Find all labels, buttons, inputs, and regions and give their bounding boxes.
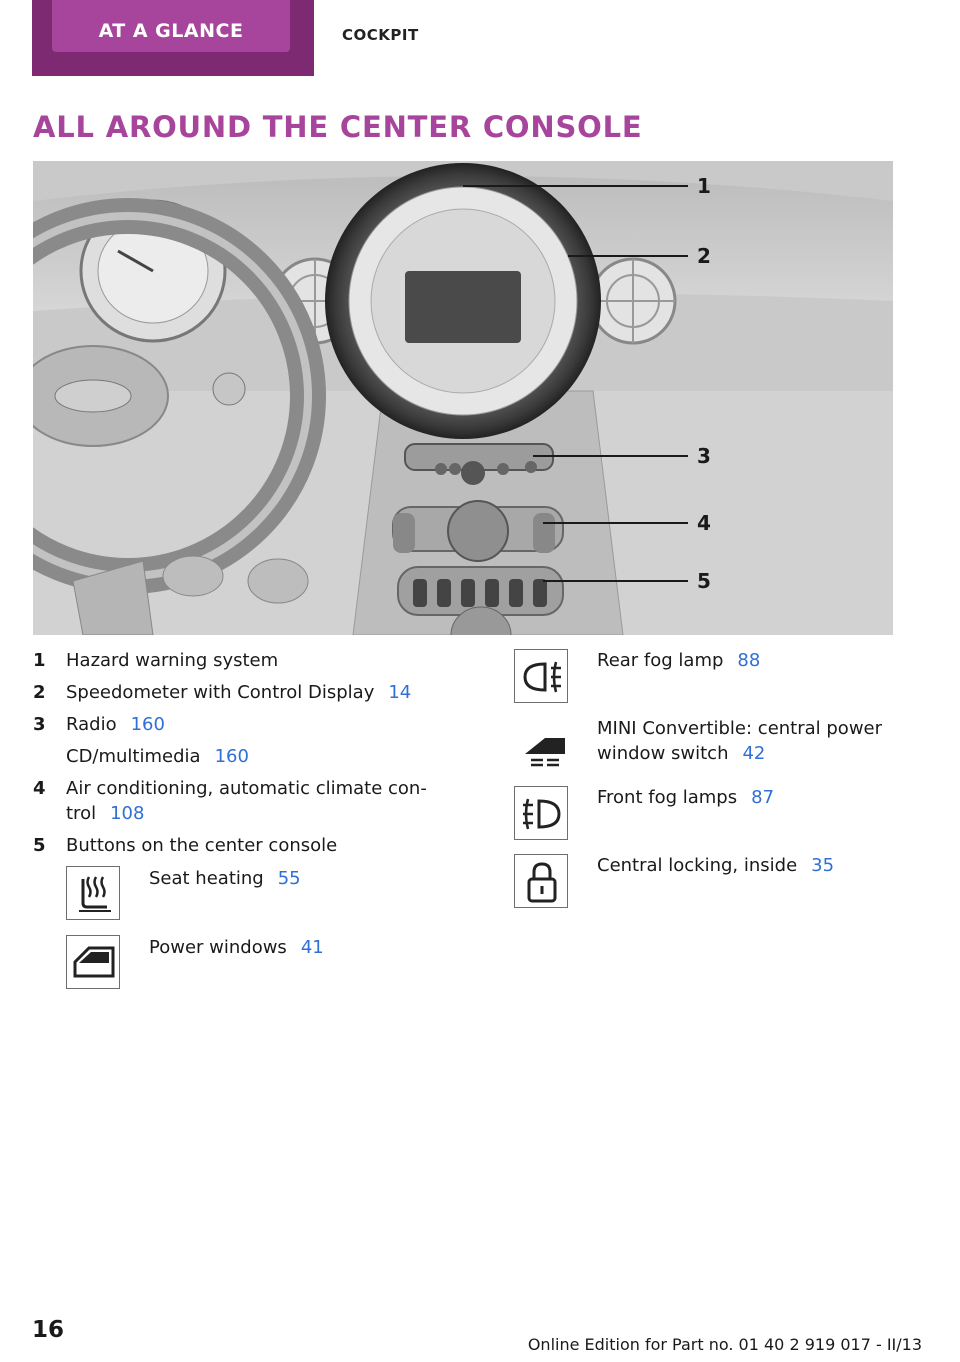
- page-reference-link[interactable]: 42: [742, 743, 766, 764]
- page-reference-link[interactable]: 87: [751, 787, 775, 808]
- item-text: Buttons on the center console: [66, 835, 338, 856]
- rear-fog-lamp-label: Rear fog lamp: [597, 650, 724, 671]
- front-fog-lamps-item: [597, 785, 774, 810]
- rear-fog-lamp-icon: [514, 649, 568, 703]
- seat-heating-item: [149, 866, 301, 891]
- component-list: [33, 648, 473, 856]
- page-reference-link[interactable]: 55: [277, 868, 301, 889]
- central-locking-item: [597, 853, 834, 878]
- item-number: 1: [33, 650, 46, 671]
- item-text: CD/multimedia: [66, 746, 201, 767]
- rear-fog-lamp-item: [597, 648, 760, 673]
- central-window-switch-item: [597, 716, 882, 766]
- power-windows-label: Power windows: [149, 937, 287, 958]
- edition-text: Online Edition for Part no. 01 40 2 919 017 - II/13: [527, 1335, 922, 1354]
- item-text: Speedometer with Control Display: [66, 682, 375, 703]
- callout-3: 3: [697, 444, 711, 468]
- edition-footer: [528, 1335, 922, 1354]
- item-text: Hazard warning system: [66, 650, 279, 671]
- callout-5: 5: [697, 569, 711, 593]
- item-number: 3: [33, 714, 46, 735]
- seat-heating-icon: [66, 866, 120, 920]
- page-reference-link[interactable]: 108: [110, 803, 145, 824]
- callout-1: 1: [697, 174, 711, 198]
- item-number: 2: [33, 682, 46, 703]
- power-windows-item: [149, 935, 324, 960]
- item-text: Radio: [66, 714, 117, 735]
- item-number: 4: [33, 778, 46, 799]
- seat-heating-label: Seat heating: [149, 868, 264, 889]
- page-reference-link[interactable]: 35: [811, 855, 835, 876]
- power-window-icon: [66, 935, 120, 989]
- central-window-switch-line1: MINI Convertible: central power: [597, 718, 883, 739]
- central-window-switch-line2: window switch: [597, 743, 729, 764]
- front-fog-lamps-label: Front fog lamps: [597, 787, 738, 808]
- lock-icon: [514, 854, 568, 908]
- cockpit-illustration: [33, 161, 893, 635]
- cockpit-drawing: [33, 161, 893, 635]
- item-text: Air conditioning, automatic climate con-: [66, 778, 427, 799]
- page-number: 16: [32, 1317, 65, 1343]
- central-window-switch-icon: [514, 717, 568, 771]
- page-reference-link[interactable]: 160: [130, 714, 165, 735]
- item-number: 5: [33, 835, 46, 856]
- callout-4: 4: [697, 511, 711, 535]
- page-reference-link[interactable]: 41: [300, 937, 324, 958]
- chapter-label[interactable]: COCKPIT: [342, 26, 419, 44]
- callout-2: 2: [697, 244, 711, 268]
- page-reference-link[interactable]: 88: [737, 650, 761, 671]
- page-reference-link[interactable]: 160: [214, 746, 249, 767]
- section-tab-label[interactable]: AT A GLANCE: [98, 20, 244, 42]
- central-locking-label: Central locking, inside: [597, 855, 798, 876]
- front-fog-lamp-icon: [514, 786, 568, 840]
- page-title: ALL AROUND THE CENTER CONSOLE: [33, 110, 643, 144]
- page-reference-link[interactable]: 14: [388, 682, 412, 703]
- item-text: trol: [66, 803, 97, 824]
